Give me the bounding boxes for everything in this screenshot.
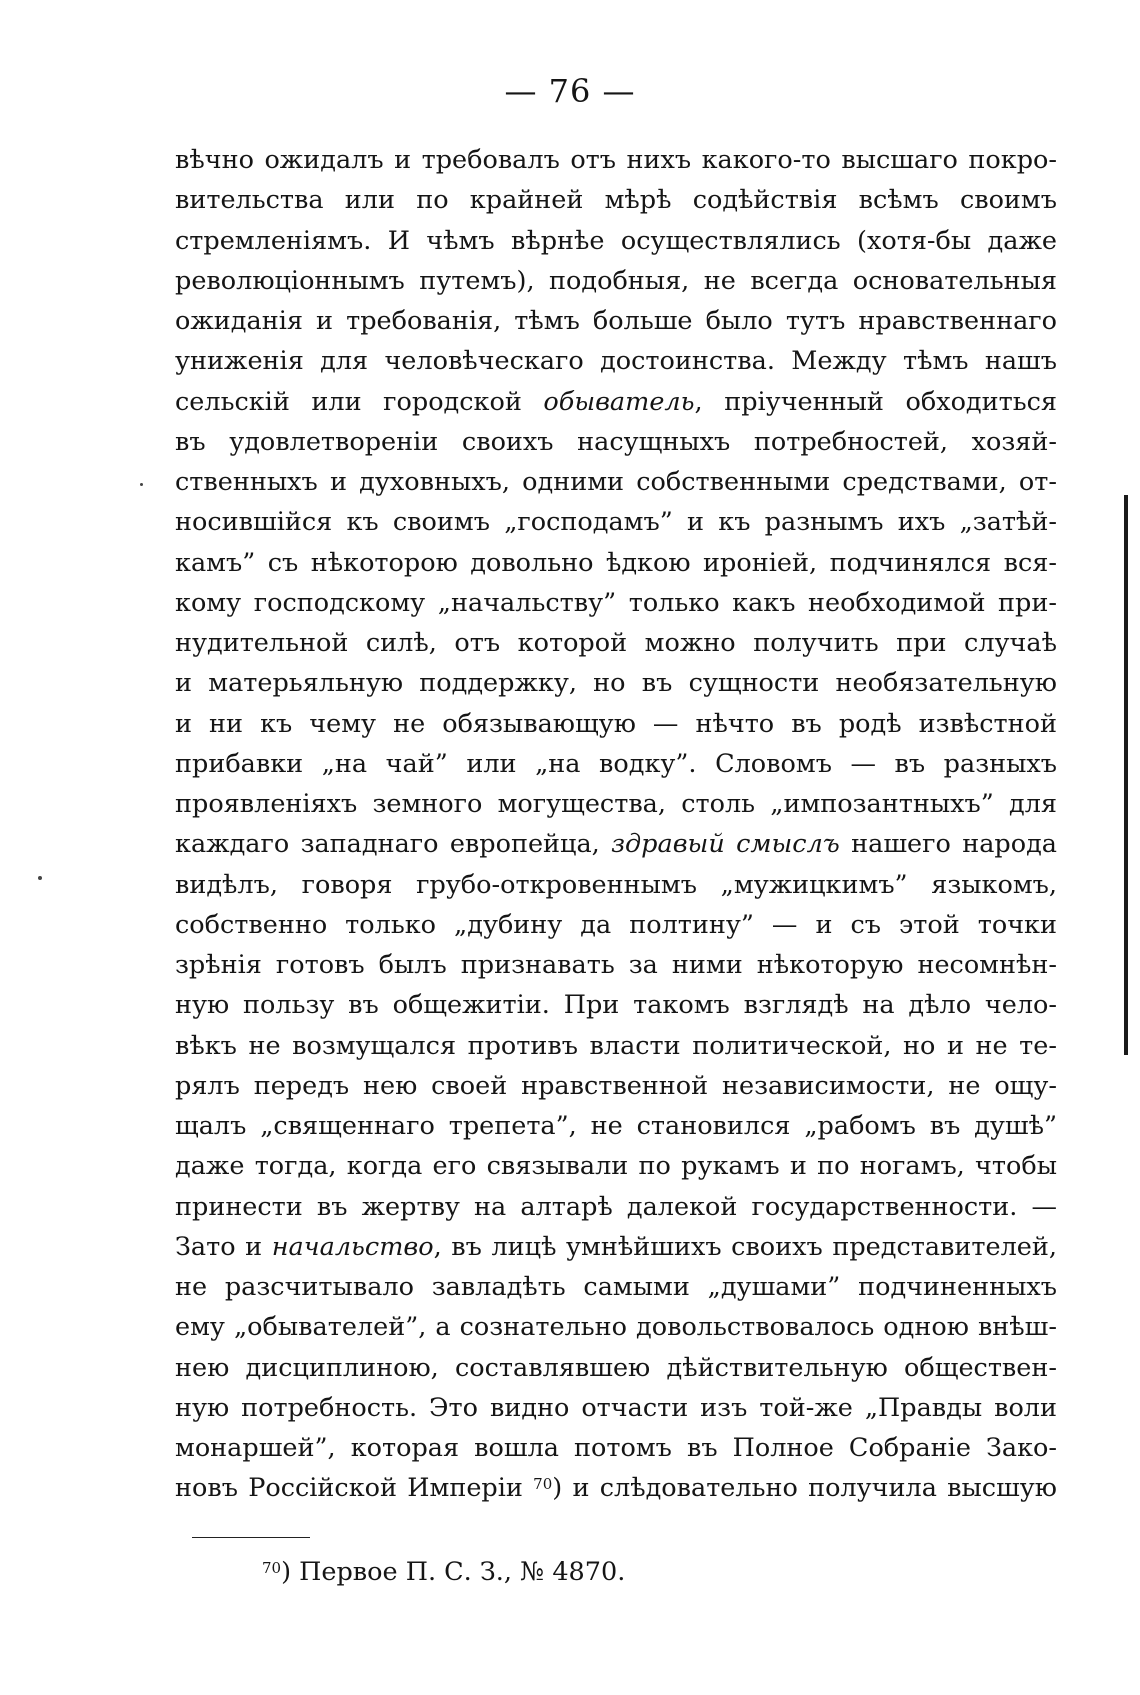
text-line: и ни къ чему не обязывающую — нѣчто въ родѣ извѣстной [175,708,1057,739]
footnote-divider [192,1537,310,1538]
text-line-part: новъ Россійской Имперіи [175,1473,534,1504]
text-line: рялъ передъ нею своей нравственной независимости, не ощу- [175,1070,1057,1101]
body-text [175,140,1057,1509]
text-line: ственныхъ и духовныхъ, одними собственными средствами, от- [175,467,1057,497]
text-line: ную потребность. Это видно отчасти изъ той-же „Правды воли [175,1392,1057,1423]
text-line: кому господскому „начальству” только какъ необходимой при- [175,587,1057,618]
footnote-number: 70 [262,1559,282,1577]
text-line: не разсчитывало завладѣть самыми „душами” подчиненныхъ [175,1272,1057,1302]
text-line: вительства или по крайней мѣрѣ содѣйствія всѣмъ своимъ [175,185,1057,216]
emphasized-word: обыватель [543,386,695,417]
text-line: прибавки „на чай” или „на водку”. Словомъ — въ разныхъ [175,748,1057,779]
emphasized-word: начальство [271,1231,434,1262]
text-line: собственно только „дубину да полтину” — и съ этой точки [175,909,1057,940]
text-line: каждаго западнаго европейца, здравый смыслъ нашего народа [175,829,1057,860]
footnote-reference: 70 [533,1475,553,1494]
text-line: камъ” съ нѣкоторою довольно ѣдкою ироніей, подчинялся вся- [175,547,1057,578]
text-line: въ удовлетвореніи своихъ насущныхъ потребностей, хозяй- [175,426,1057,457]
emphasized-word: здравый смыслъ [611,829,840,860]
text-line: ную пользу въ общежитіи. При такомъ взглядѣ на дѣло чело- [175,990,1057,1021]
text-line: революціоннымъ путемъ), подобныя, не всегда основательныя [175,265,1057,296]
scan-edge-mark [1124,495,1128,1055]
text-line: ожиданія и требованія, тѣмъ больше было тутъ нравственнаго [175,306,1057,336]
text-line: Зато и начальство, въ лицѣ умнѣйшихъ своихъ представителей, [175,1231,1057,1262]
text-line-part: ) и слѣдовательно получила высшую [552,1473,1058,1504]
page-number: — 76 — [504,72,636,110]
text-line: униженія для человѣческаго достоинства. Между тѣмъ нашъ [175,346,1057,377]
text-line: щалъ „священнаго трепета”, не становился „рабомъ въ душѣ” [175,1111,1057,1141]
text-line: даже тогда, когда его связывали по рукамъ и по ногамъ, чтобы [175,1151,1057,1182]
text-line: ему „обывателей”, а сознательно довольствовалось одною внѣш- [175,1312,1057,1343]
text-line: нею дисциплиною, составлявшею дѣйствительную обществен- [175,1352,1057,1383]
scan-speck [140,483,143,486]
text-line: проявленіяхъ земного могущества, столь „импозантныхъ” для [175,789,1057,819]
scan-speck [38,876,42,880]
text-line: монаршей”, которая вошла потомъ въ Полное Собраніе Зако- [175,1433,1057,1463]
text-line: зрѣнія готовъ былъ признавать за ними нѣкоторую несомнѣн- [175,950,1057,980]
text-line: и матерьяльную поддержку, но въ сущности необязательную [175,668,1057,699]
text-line: вѣчно ожидалъ и требовалъ отъ нихъ какого-то высшаго покро- [175,145,1057,175]
text-line: нудительной силѣ, отъ которой можно получить при случаѣ [175,628,1057,658]
text-line: носившійся къ своимъ „господамъ” и къ разнымъ ихъ „затѣй- [175,507,1057,538]
footnote [262,1552,625,1592]
text-line: вѣкъ не возмущался противъ власти политической, но и не те- [175,1030,1057,1061]
text-line: сельскій или городской обыватель, пріученный обходиться [175,386,1057,417]
text-line: стремленіямъ. И чѣмъ вѣрнѣе осуществлялись (хотя-бы даже [175,225,1057,256]
text-line: принести въ жертву на алтарѣ далекой государственности. — [175,1191,1057,1222]
text-line-last [175,1468,1057,1508]
footnote-text: ) Первое П. С. З., № 4870. [281,1557,626,1587]
text-line: видѣлъ, говоря грубо-откровеннымъ „мужицкимъ” языкомъ, [175,869,1057,900]
